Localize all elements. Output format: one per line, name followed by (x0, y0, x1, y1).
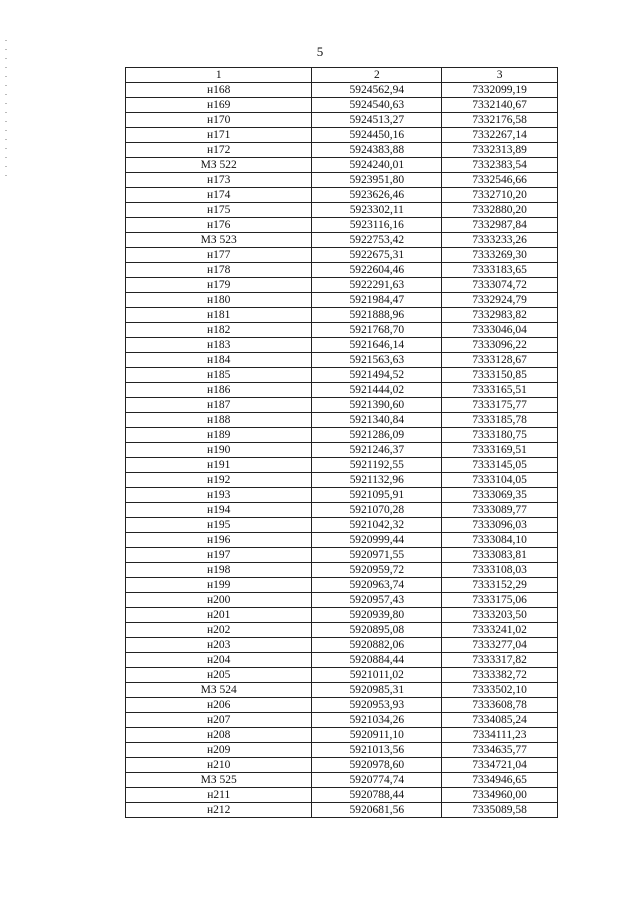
cell-point-name: н194 (126, 503, 312, 518)
cell-y-coordinate: 7333277,04 (442, 638, 558, 653)
cell-x-coordinate: 5920985,31 (312, 683, 442, 698)
cell-x-coordinate: 5920788,44 (312, 788, 442, 803)
cell-x-coordinate: 5921984,47 (312, 293, 442, 308)
cell-point-name: н205 (126, 668, 312, 683)
cell-x-coordinate: 5921034,26 (312, 713, 442, 728)
cell-y-coordinate: 7333145,05 (442, 458, 558, 473)
table-row (126, 773, 558, 788)
cell-x-coordinate: 5922675,31 (312, 248, 442, 263)
cell-x-coordinate: 5921444,02 (312, 383, 442, 398)
cell-point-name: н172 (126, 143, 312, 158)
table-row (126, 563, 558, 578)
cell-point-name: н178 (126, 263, 312, 278)
table-row (126, 413, 558, 428)
cell-point-name: н185 (126, 368, 312, 383)
cell-x-coordinate: 5920963,74 (312, 578, 442, 593)
table-row (126, 788, 558, 803)
cell-point-name: н193 (126, 488, 312, 503)
table-row (126, 143, 558, 158)
cell-point-name: н186 (126, 383, 312, 398)
cell-x-coordinate: 5921494,52 (312, 368, 442, 383)
table-row (126, 533, 558, 548)
cell-point-name: н197 (126, 548, 312, 563)
cell-y-coordinate: 7332983,82 (442, 308, 558, 323)
cell-y-coordinate: 7333233,26 (442, 233, 558, 248)
table-row (126, 683, 558, 698)
cell-x-coordinate: 5920882,06 (312, 638, 442, 653)
cell-x-coordinate: 5920971,55 (312, 548, 442, 563)
cell-x-coordinate: 5921095,91 (312, 488, 442, 503)
cell-y-coordinate: 7334946,65 (442, 773, 558, 788)
cell-x-coordinate: 5922291,63 (312, 278, 442, 293)
cell-point-name: н209 (126, 743, 312, 758)
table-row (126, 173, 558, 188)
cell-point-name: н170 (126, 113, 312, 128)
cell-point-name: н201 (126, 608, 312, 623)
cell-y-coordinate: 7333084,10 (442, 533, 558, 548)
cell-y-coordinate: 7332987,84 (442, 218, 558, 233)
column-header-y: 3 (442, 68, 558, 83)
cell-x-coordinate: 5923116,16 (312, 218, 442, 233)
cell-y-coordinate: 7332099,19 (442, 83, 558, 98)
table-row (126, 383, 558, 398)
cell-x-coordinate: 5921013,56 (312, 743, 442, 758)
cell-point-name: МЗ 524 (126, 683, 312, 698)
cell-point-name: н195 (126, 518, 312, 533)
cell-point-name: н171 (126, 128, 312, 143)
cell-x-coordinate: 5924513,27 (312, 113, 442, 128)
cell-point-name: н207 (126, 713, 312, 728)
table-body (126, 83, 558, 818)
cell-y-coordinate: 7333046,04 (442, 323, 558, 338)
cell-y-coordinate: 7333169,51 (442, 443, 558, 458)
cell-y-coordinate: 7333150,85 (442, 368, 558, 383)
cell-x-coordinate: 5920774,74 (312, 773, 442, 788)
cell-point-name: н183 (126, 338, 312, 353)
table-row (126, 548, 558, 563)
cell-x-coordinate: 5923951,80 (312, 173, 442, 188)
table-row (126, 458, 558, 473)
cell-point-name: н208 (126, 728, 312, 743)
cell-point-name: н212 (126, 803, 312, 818)
cell-point-name: н168 (126, 83, 312, 98)
cell-x-coordinate: 5920884,44 (312, 653, 442, 668)
cell-y-coordinate: 7333317,82 (442, 653, 558, 668)
table-row (126, 308, 558, 323)
table-row (126, 248, 558, 263)
cell-x-coordinate: 5924450,16 (312, 128, 442, 143)
table-row (126, 698, 558, 713)
cell-y-coordinate: 7333074,72 (442, 278, 558, 293)
table-row (126, 428, 558, 443)
table-row (126, 488, 558, 503)
cell-x-coordinate: 5921646,14 (312, 338, 442, 353)
table-row (126, 353, 558, 368)
cell-y-coordinate: 7333083,81 (442, 548, 558, 563)
cell-y-coordinate: 7333185,78 (442, 413, 558, 428)
table-row (126, 608, 558, 623)
cell-x-coordinate: 5923302,11 (312, 203, 442, 218)
cell-point-name: н202 (126, 623, 312, 638)
cell-y-coordinate: 7334721,04 (442, 758, 558, 773)
cell-y-coordinate: 7333269,30 (442, 248, 558, 263)
cell-x-coordinate: 5921340,84 (312, 413, 442, 428)
cell-y-coordinate: 7332313,89 (442, 143, 558, 158)
cell-x-coordinate: 5922604,46 (312, 263, 442, 278)
table-row (126, 713, 558, 728)
table-row (126, 578, 558, 593)
table-row (126, 218, 558, 233)
scan-margin-marks (5, 40, 7, 180)
cell-point-name: н196 (126, 533, 312, 548)
table-row (126, 158, 558, 173)
table-row (126, 233, 558, 248)
cell-x-coordinate: 5921132,96 (312, 473, 442, 488)
cell-point-name: н210 (126, 758, 312, 773)
cell-point-name: н180 (126, 293, 312, 308)
cell-point-name: н173 (126, 173, 312, 188)
table-row (126, 473, 558, 488)
cell-x-coordinate: 5921042,32 (312, 518, 442, 533)
table-row (126, 188, 558, 203)
table-row (126, 728, 558, 743)
cell-point-name: н188 (126, 413, 312, 428)
page-number: 5 (316, 44, 324, 59)
table-row (126, 638, 558, 653)
cell-y-coordinate: 7333175,06 (442, 593, 558, 608)
cell-y-coordinate: 7332140,67 (442, 98, 558, 113)
cell-point-name: н179 (126, 278, 312, 293)
cell-y-coordinate: 7333241,02 (442, 623, 558, 638)
cell-x-coordinate: 5920957,43 (312, 593, 442, 608)
cell-x-coordinate: 5920939,80 (312, 608, 442, 623)
cell-x-coordinate: 5920681,56 (312, 803, 442, 818)
column-header-point: 1 (126, 68, 312, 83)
cell-y-coordinate: 7333608,78 (442, 698, 558, 713)
cell-y-coordinate: 7333096,22 (442, 338, 558, 353)
cell-point-name: н199 (126, 578, 312, 593)
cell-point-name: н191 (126, 458, 312, 473)
cell-y-coordinate: 7332546,66 (442, 173, 558, 188)
cell-y-coordinate: 7332924,79 (442, 293, 558, 308)
cell-y-coordinate: 7332267,14 (442, 128, 558, 143)
cell-y-coordinate: 7333128,67 (442, 353, 558, 368)
table-row (126, 203, 558, 218)
cell-point-name: н189 (126, 428, 312, 443)
cell-point-name: н204 (126, 653, 312, 668)
cell-y-coordinate: 7334111,23 (442, 728, 558, 743)
table-row (126, 668, 558, 683)
table-row (126, 338, 558, 353)
cell-y-coordinate: 7332880,20 (442, 203, 558, 218)
cell-x-coordinate: 5920911,10 (312, 728, 442, 743)
cell-x-coordinate: 5924540,63 (312, 98, 442, 113)
table-row (126, 743, 558, 758)
cell-y-coordinate: 7335089,58 (442, 803, 558, 818)
cell-x-coordinate: 5924383,88 (312, 143, 442, 158)
table-row (126, 113, 558, 128)
cell-y-coordinate: 7333096,03 (442, 518, 558, 533)
table-row (126, 293, 558, 308)
table-row (126, 503, 558, 518)
table-row (126, 593, 558, 608)
cell-x-coordinate: 5924240,01 (312, 158, 442, 173)
table-row (126, 368, 558, 383)
cell-x-coordinate: 5921563,63 (312, 353, 442, 368)
cell-point-name: н177 (126, 248, 312, 263)
coordinates-table (125, 67, 558, 818)
cell-point-name: н181 (126, 308, 312, 323)
table-row (126, 623, 558, 638)
cell-y-coordinate: 7333175,77 (442, 398, 558, 413)
cell-y-coordinate: 7333152,29 (442, 578, 558, 593)
table-header-row (126, 68, 558, 83)
table-row (126, 323, 558, 338)
cell-point-name: н198 (126, 563, 312, 578)
cell-point-name: МЗ 525 (126, 773, 312, 788)
column-header-x: 2 (312, 68, 442, 83)
cell-y-coordinate: 7333502,10 (442, 683, 558, 698)
cell-x-coordinate: 5921192,55 (312, 458, 442, 473)
cell-y-coordinate: 7333165,51 (442, 383, 558, 398)
cell-y-coordinate: 7332710,20 (442, 188, 558, 203)
cell-x-coordinate: 5921390,60 (312, 398, 442, 413)
table-row (126, 263, 558, 278)
cell-point-name: н182 (126, 323, 312, 338)
cell-point-name: н190 (126, 443, 312, 458)
table-row (126, 398, 558, 413)
table-row (126, 98, 558, 113)
table-row (126, 278, 558, 293)
table-row (126, 518, 558, 533)
table-row (126, 443, 558, 458)
cell-x-coordinate: 5920953,93 (312, 698, 442, 713)
cell-y-coordinate: 7332176,58 (442, 113, 558, 128)
cell-point-name: н203 (126, 638, 312, 653)
table-row (126, 803, 558, 818)
cell-point-name: н200 (126, 593, 312, 608)
cell-x-coordinate: 5920895,08 (312, 623, 442, 638)
cell-x-coordinate: 5920999,44 (312, 533, 442, 548)
cell-y-coordinate: 7334960,00 (442, 788, 558, 803)
table-row (126, 128, 558, 143)
cell-point-name: н211 (126, 788, 312, 803)
cell-point-name: н169 (126, 98, 312, 113)
cell-x-coordinate: 5920959,72 (312, 563, 442, 578)
cell-y-coordinate: 7333183,65 (442, 263, 558, 278)
cell-x-coordinate: 5920978,60 (312, 758, 442, 773)
cell-x-coordinate: 5921888,96 (312, 308, 442, 323)
cell-x-coordinate: 5923626,46 (312, 188, 442, 203)
cell-x-coordinate: 5921246,37 (312, 443, 442, 458)
cell-x-coordinate: 5924562,94 (312, 83, 442, 98)
cell-y-coordinate: 7334085,24 (442, 713, 558, 728)
cell-point-name: н176 (126, 218, 312, 233)
cell-y-coordinate: 7332383,54 (442, 158, 558, 173)
cell-point-name: н206 (126, 698, 312, 713)
cell-x-coordinate: 5921768,70 (312, 323, 442, 338)
cell-point-name: н174 (126, 188, 312, 203)
cell-y-coordinate: 7333089,77 (442, 503, 558, 518)
cell-point-name: МЗ 522 (126, 158, 312, 173)
cell-y-coordinate: 7333108,03 (442, 563, 558, 578)
cell-y-coordinate: 7333180,75 (442, 428, 558, 443)
cell-point-name: н192 (126, 473, 312, 488)
cell-point-name: н175 (126, 203, 312, 218)
cell-y-coordinate: 7333382,72 (442, 668, 558, 683)
cell-point-name: н184 (126, 353, 312, 368)
table-row (126, 83, 558, 98)
cell-x-coordinate: 5921070,28 (312, 503, 442, 518)
table-row (126, 758, 558, 773)
cell-x-coordinate: 5922753,42 (312, 233, 442, 248)
cell-x-coordinate: 5921011,02 (312, 668, 442, 683)
cell-y-coordinate: 7333069,35 (442, 488, 558, 503)
cell-point-name: МЗ 523 (126, 233, 312, 248)
cell-y-coordinate: 7333203,50 (442, 608, 558, 623)
cell-x-coordinate: 5921286,09 (312, 428, 442, 443)
table-row (126, 653, 558, 668)
cell-y-coordinate: 7333104,05 (442, 473, 558, 488)
cell-y-coordinate: 7334635,77 (442, 743, 558, 758)
cell-point-name: н187 (126, 398, 312, 413)
